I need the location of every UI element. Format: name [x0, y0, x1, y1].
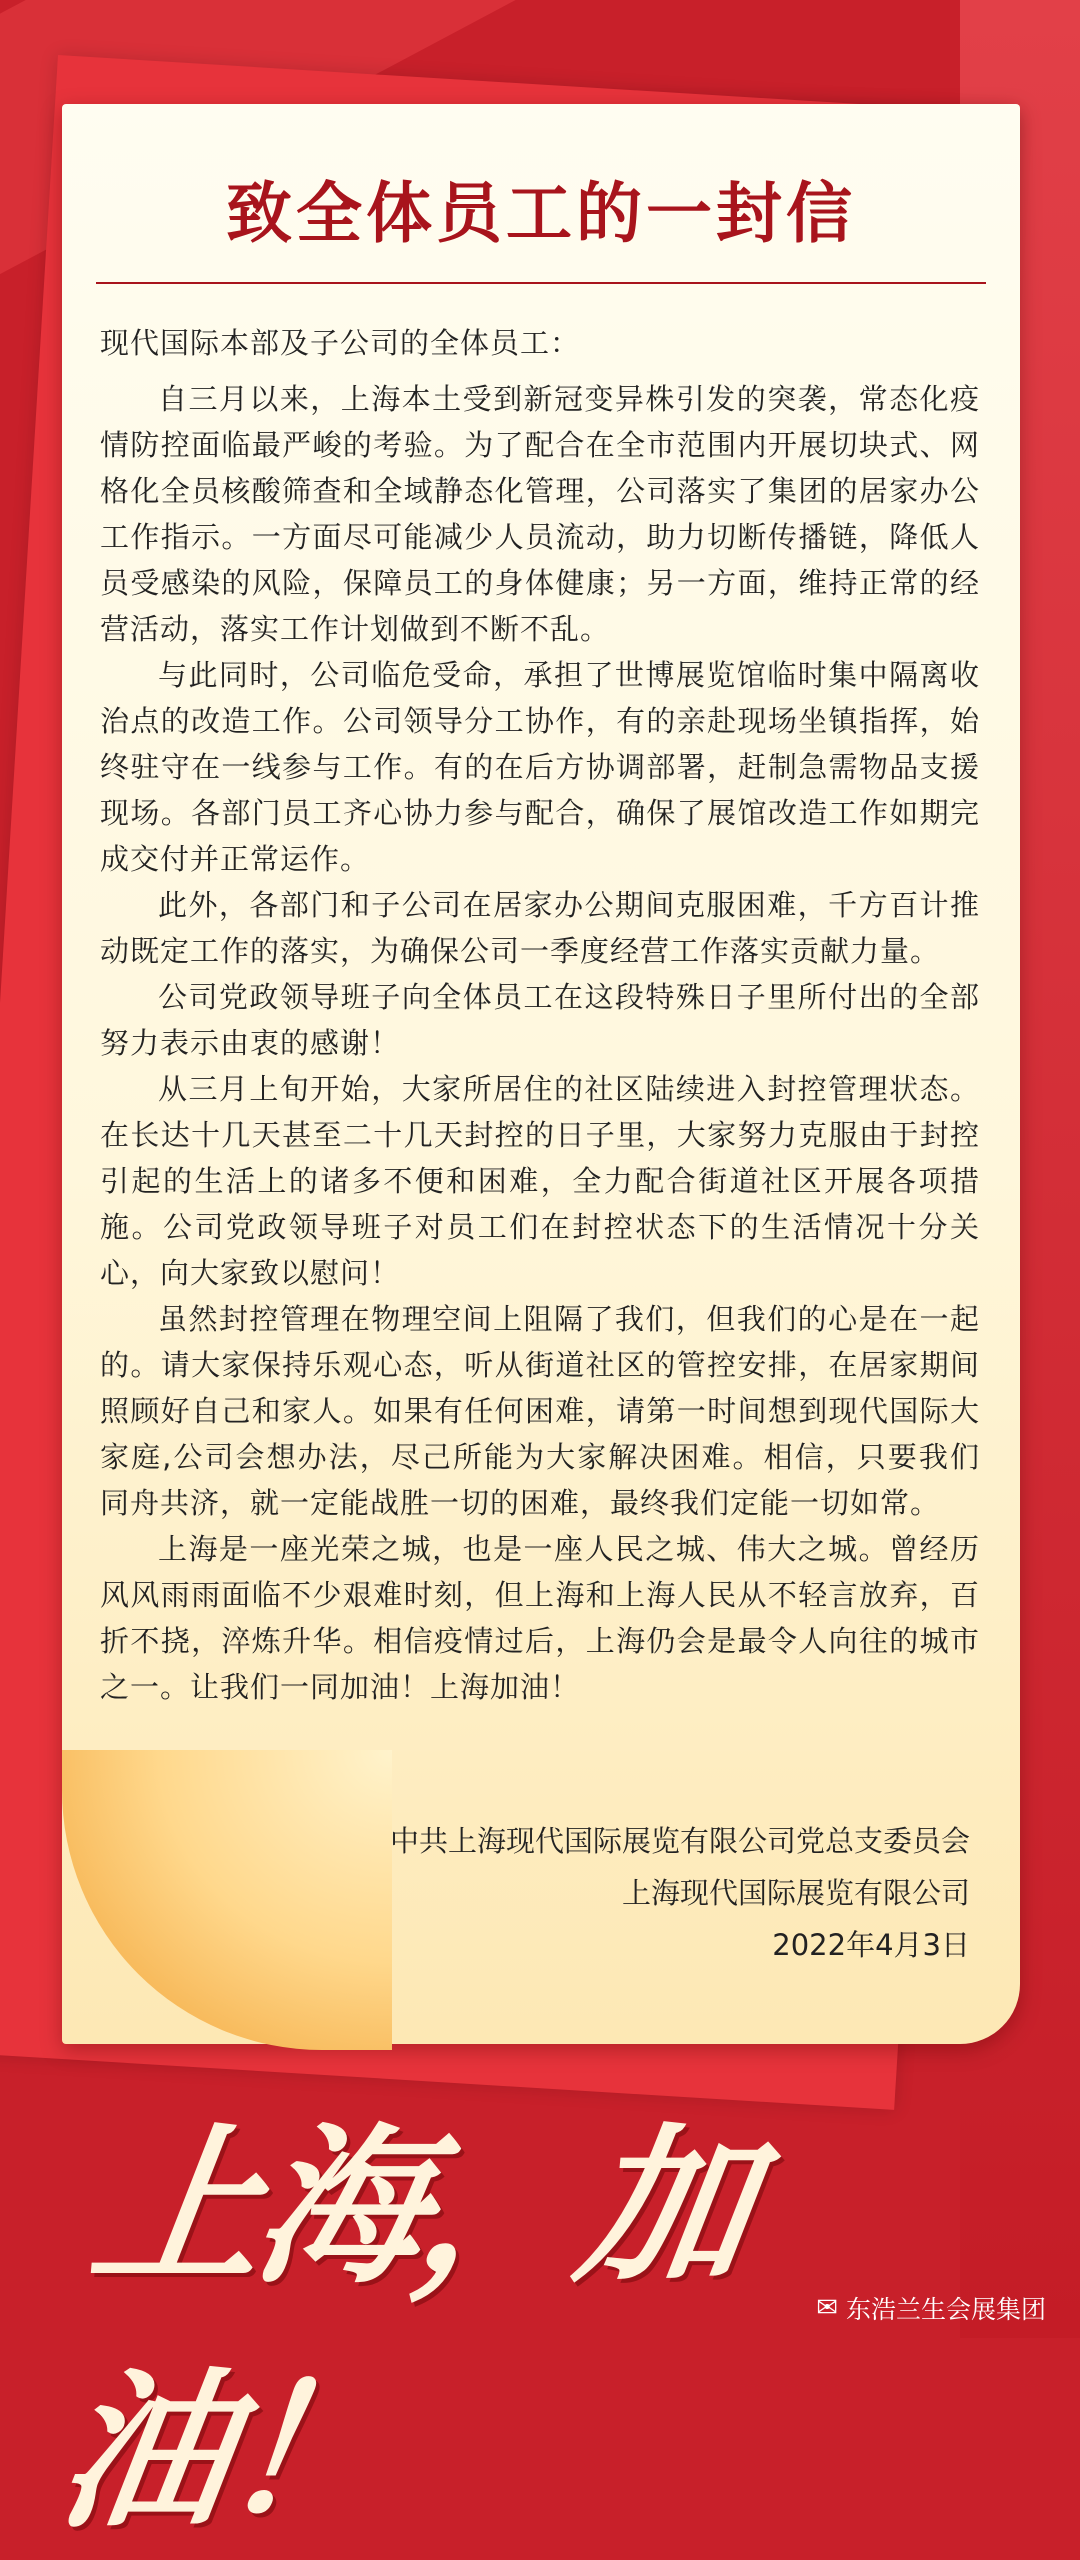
paragraph: 上海是一座光荣之城，也是一座人民之城、伟大之城。曾经历风风雨雨面临不少艰难时刻，但上海和上海人民从不轻言放弃，百折不挠，淬炼升华。相信疫情过后，上海仍会是最令人向往的城市之一。让我们一同加油！上海加油！ — [100, 1532, 980, 1704]
signature-org-party: 中共上海现代国际展览有限公司党总支委员会 — [389, 1824, 970, 1858]
wechat-icon: ✉ — [816, 2293, 838, 2323]
paragraph: 自三月以来，上海本土受到新冠变异株引发的突袭，常态化疫情防控面临最严峻的考验。为了配合在全市范围内开展切块式、网格化全员核酸筛查和全域静态化管理，公司落实了集团的居家办公工作指示。一方面尽可能减少人员流动，助力切断传播链，降低人员受感染的风险，保障员工的身体健康；另一方面，维持正常的经营活动，落实工作计划做到不断不乱。 — [100, 382, 980, 646]
slogan-calligraphy: 上海，加油！ — [46, 2107, 758, 2552]
paragraph: 从三月上旬开始，大家所居住的社区陆续进入封控管理状态。在长达十几天甚至二十几天封控的日子里，大家努力克服由于封控引起的生活上的诸多不便和困难，全力配合街道社区开展各项措施。公司党政领导班子对员工们在封控状态下的生活情况十分关心，向大家致以慰问！ — [100, 1072, 980, 1290]
paragraph: 此外，各部门和子公司在居家办公期间克服困难，千方百计推动既定工作的落实，为确保公司一季度经营工作落实贡献力量。 — [100, 888, 980, 968]
paragraph: 虽然封控管理在物理空间上阻隔了我们，但我们的心是在一起的。请大家保持乐观心态，听从街道社区的管控安排，在居家期间照顾好自己和家人。如果有任何困难，请第一时间想到现代国际大家庭,公司会想办法，尽己所能为大家解决困难。相信，只要我们同舟共济，就一定能战胜一切的困难，最终我们定能一切如常。 — [100, 1302, 980, 1520]
brand-watermark — [816, 2290, 1046, 2326]
signature-org-company: 上海现代国际展览有限公司 — [621, 1876, 970, 1910]
title-divider — [96, 282, 986, 284]
paragraph: 与此同时，公司临危受命，承担了世博展览馆临时集中隔离收治点的改造工作。公司领导分工协作，有的亲赴现场坐镇指挥，始终驻守在一线参与工作。有的在后方协调部署，赶制急需物品支援现场。各部门员工齐心协力参与配合，确保了展馆改造工作如期完成交付并正常运作。 — [100, 658, 980, 876]
signature-block — [390, 1815, 970, 1971]
salutation: 现代国际本部及子公司的全体员工： — [100, 326, 581, 360]
signature-date: 2022年4月3日 — [772, 1928, 970, 1962]
paragraph: 公司党政领导班子向全体员工在这段特殊日子里所付出的全部努力表示由衷的感谢！ — [100, 980, 980, 1060]
letter-body — [100, 320, 980, 1710]
page-title: 致全体员工的一封信 — [226, 174, 856, 252]
brand-name: 东浩兰生会展集团 — [845, 2295, 1046, 2324]
